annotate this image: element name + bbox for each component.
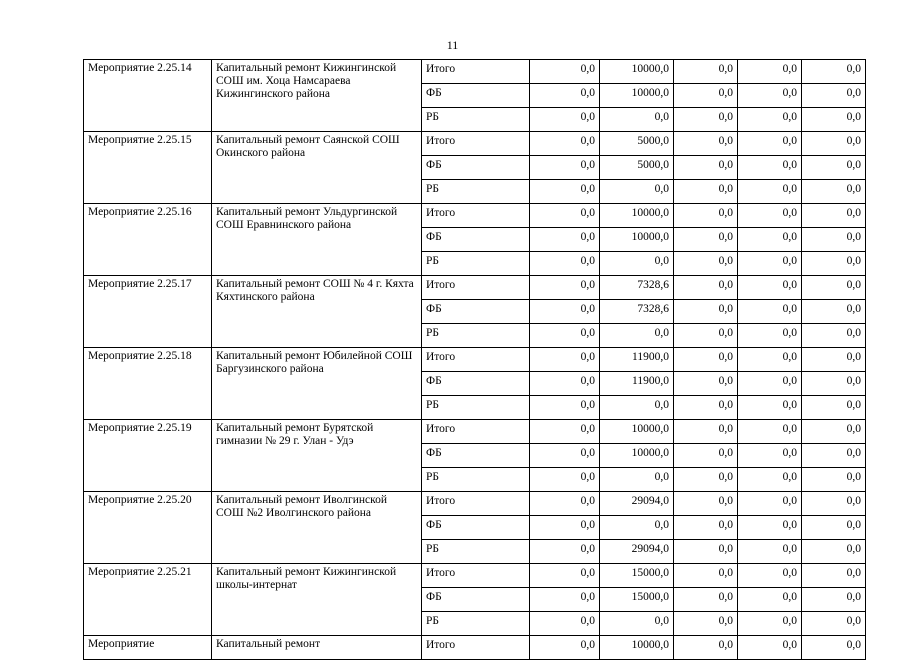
- amount-cell: 0,0: [530, 612, 600, 636]
- amount-cell: 0,0: [738, 492, 802, 516]
- table-row: [84, 564, 866, 588]
- amount-cell: 0,0: [802, 612, 866, 636]
- table-row: [84, 204, 866, 228]
- amount-cell: 0,0: [674, 396, 738, 420]
- amount-cell: 0,0: [738, 372, 802, 396]
- description-cell: Капитальный ремонт СОШ № 4 г. Кяхта Кяхтинского района: [212, 276, 422, 348]
- amount-cell: 0,0: [600, 108, 674, 132]
- amount-cell: 0,0: [802, 516, 866, 540]
- page-number: 11: [446, 38, 459, 52]
- amount-cell: 0,0: [530, 636, 600, 660]
- amount-cell: 0,0: [802, 492, 866, 516]
- amount-cell: 0,0: [674, 132, 738, 156]
- amount-cell: 0,0: [802, 348, 866, 372]
- amount-cell: 10000,0: [600, 60, 674, 84]
- amount-cell: 0,0: [738, 276, 802, 300]
- amount-cell: 0,0: [674, 108, 738, 132]
- amount-cell: 10000,0: [600, 84, 674, 108]
- amount-cell: 7328,6: [600, 276, 674, 300]
- funding-source-cell: ФБ: [422, 372, 530, 396]
- amount-cell: 15000,0: [600, 588, 674, 612]
- amount-cell: 0,0: [802, 540, 866, 564]
- measure-cell: Мероприятие 2.25.20: [84, 492, 212, 564]
- description-cell: Капитальный ремонт Иволгинской СОШ №2 Иволгинского района: [212, 492, 422, 564]
- amount-cell: 0,0: [738, 180, 802, 204]
- amount-cell: 0,0: [530, 348, 600, 372]
- amount-cell: 0,0: [738, 348, 802, 372]
- funding-source-cell: ФБ: [422, 84, 530, 108]
- description-cell: Капитальный ремонт Кижингинской школы-интернат: [212, 564, 422, 636]
- amount-cell: 0,0: [530, 420, 600, 444]
- amount-cell: 0,0: [530, 516, 600, 540]
- description-cell: Капитальный ремонт Саянской СОШ Окинского района: [212, 132, 422, 204]
- funding-source-cell: Итого: [422, 276, 530, 300]
- description-cell: Капитальный ремонт Кижингинской СОШ им. Хоца Намсараева Кижингинского района: [212, 60, 422, 132]
- funding-source-cell: ФБ: [422, 444, 530, 468]
- amount-cell: 0,0: [674, 612, 738, 636]
- amount-cell: 0,0: [738, 132, 802, 156]
- amount-cell: 0,0: [674, 252, 738, 276]
- funding-source-cell: ФБ: [422, 588, 530, 612]
- amount-cell: 0,0: [674, 564, 738, 588]
- measure-cell: Мероприятие 2.25.16: [84, 204, 212, 276]
- description-cell: Капитальный ремонт Ульдургинской СОШ Еравнинского района: [212, 204, 422, 276]
- amount-cell: 5000,0: [600, 132, 674, 156]
- amount-cell: 10000,0: [600, 228, 674, 252]
- amount-cell: 0,0: [600, 396, 674, 420]
- funding-source-cell: ФБ: [422, 300, 530, 324]
- funding-source-cell: РБ: [422, 540, 530, 564]
- amount-cell: 0,0: [738, 60, 802, 84]
- amount-cell: 0,0: [530, 84, 600, 108]
- amount-cell: 0,0: [674, 588, 738, 612]
- amount-cell: 0,0: [802, 396, 866, 420]
- budget-table: [83, 59, 866, 660]
- table-row: [84, 420, 866, 444]
- amount-cell: 0,0: [738, 84, 802, 108]
- amount-cell: 7328,6: [600, 300, 674, 324]
- amount-cell: 10000,0: [600, 204, 674, 228]
- amount-cell: 0,0: [738, 300, 802, 324]
- funding-source-cell: РБ: [422, 108, 530, 132]
- amount-cell: 0,0: [738, 156, 802, 180]
- amount-cell: 0,0: [674, 84, 738, 108]
- amount-cell: 0,0: [674, 468, 738, 492]
- funding-source-cell: РБ: [422, 468, 530, 492]
- table-row: [84, 276, 866, 300]
- amount-cell: 0,0: [802, 300, 866, 324]
- amount-cell: 15000,0: [600, 564, 674, 588]
- amount-cell: 0,0: [738, 636, 802, 660]
- amount-cell: 29094,0: [600, 540, 674, 564]
- measure-cell: Мероприятие 2.25.15: [84, 132, 212, 204]
- measure-cell: Мероприятие 2.25.19: [84, 420, 212, 492]
- amount-cell: 0,0: [802, 180, 866, 204]
- amount-cell: 0,0: [802, 84, 866, 108]
- funding-source-cell: Итого: [422, 60, 530, 84]
- amount-cell: 0,0: [600, 180, 674, 204]
- funding-source-cell: Итого: [422, 132, 530, 156]
- funding-source-cell: РБ: [422, 252, 530, 276]
- amount-cell: 0,0: [802, 108, 866, 132]
- amount-cell: 0,0: [674, 324, 738, 348]
- amount-cell: 0,0: [802, 60, 866, 84]
- amount-cell: 0,0: [802, 636, 866, 660]
- description-cell: Капитальный ремонт Бурятской гимназии № 29 г. Улан - Удэ: [212, 420, 422, 492]
- amount-cell: 0,0: [802, 372, 866, 396]
- amount-cell: 0,0: [530, 396, 600, 420]
- amount-cell: 0,0: [674, 444, 738, 468]
- funding-source-cell: РБ: [422, 612, 530, 636]
- amount-cell: 0,0: [738, 444, 802, 468]
- amount-cell: 0,0: [802, 444, 866, 468]
- amount-cell: 0,0: [738, 564, 802, 588]
- amount-cell: 0,0: [802, 588, 866, 612]
- funding-source-cell: Итого: [422, 636, 530, 660]
- funding-source-cell: Итого: [422, 204, 530, 228]
- funding-source-cell: ФБ: [422, 228, 530, 252]
- amount-cell: 0,0: [530, 564, 600, 588]
- amount-cell: 0,0: [674, 540, 738, 564]
- measure-cell: Мероприятие 2.25.21: [84, 564, 212, 636]
- funding-source-cell: РБ: [422, 180, 530, 204]
- amount-cell: 0,0: [530, 468, 600, 492]
- measure-cell: Мероприятие 2.25.17: [84, 276, 212, 348]
- amount-cell: 0,0: [802, 324, 866, 348]
- funding-source-cell: ФБ: [422, 156, 530, 180]
- amount-cell: 0,0: [530, 252, 600, 276]
- amount-cell: 0,0: [674, 60, 738, 84]
- amount-cell: 10000,0: [600, 636, 674, 660]
- amount-cell: 0,0: [674, 204, 738, 228]
- description-cell: Капитальный ремонт: [212, 636, 422, 660]
- amount-cell: 0,0: [530, 372, 600, 396]
- amount-cell: 0,0: [802, 204, 866, 228]
- table-row: [84, 132, 866, 156]
- measure-cell: Мероприятие: [84, 636, 212, 660]
- amount-cell: 0,0: [674, 156, 738, 180]
- amount-cell: 0,0: [674, 180, 738, 204]
- table-body: [84, 60, 866, 660]
- amount-cell: 0,0: [530, 108, 600, 132]
- amount-cell: 0,0: [530, 300, 600, 324]
- amount-cell: 0,0: [738, 396, 802, 420]
- amount-cell: 0,0: [802, 252, 866, 276]
- amount-cell: 10000,0: [600, 420, 674, 444]
- amount-cell: 0,0: [802, 156, 866, 180]
- amount-cell: 0,0: [674, 420, 738, 444]
- amount-cell: 0,0: [674, 300, 738, 324]
- funding-source-cell: ФБ: [422, 516, 530, 540]
- amount-cell: 0,0: [530, 156, 600, 180]
- amount-cell: 0,0: [530, 324, 600, 348]
- table-row: [84, 636, 866, 660]
- amount-cell: 0,0: [738, 204, 802, 228]
- amount-cell: 11900,0: [600, 372, 674, 396]
- amount-cell: 0,0: [738, 588, 802, 612]
- table-row: [84, 60, 866, 84]
- amount-cell: 0,0: [738, 108, 802, 132]
- amount-cell: 0,0: [674, 276, 738, 300]
- amount-cell: 0,0: [738, 324, 802, 348]
- amount-cell: 0,0: [530, 588, 600, 612]
- amount-cell: 0,0: [600, 252, 674, 276]
- amount-cell: 0,0: [674, 348, 738, 372]
- amount-cell: 0,0: [738, 468, 802, 492]
- funding-source-cell: Итого: [422, 420, 530, 444]
- funding-source-cell: Итого: [422, 564, 530, 588]
- amount-cell: 0,0: [674, 228, 738, 252]
- amount-cell: 5000,0: [600, 156, 674, 180]
- amount-cell: 0,0: [674, 636, 738, 660]
- amount-cell: 0,0: [530, 492, 600, 516]
- funding-source-cell: Итого: [422, 348, 530, 372]
- amount-cell: 0,0: [530, 276, 600, 300]
- amount-cell: 0,0: [738, 516, 802, 540]
- table-row: [84, 348, 866, 372]
- amount-cell: 0,0: [802, 468, 866, 492]
- amount-cell: 0,0: [674, 372, 738, 396]
- amount-cell: 0,0: [600, 516, 674, 540]
- amount-cell: 0,0: [530, 180, 600, 204]
- amount-cell: 0,0: [802, 564, 866, 588]
- amount-cell: 0,0: [738, 540, 802, 564]
- amount-cell: 0,0: [530, 540, 600, 564]
- amount-cell: 0,0: [738, 228, 802, 252]
- amount-cell: 0,0: [802, 420, 866, 444]
- table-row: [84, 492, 866, 516]
- amount-cell: 0,0: [600, 324, 674, 348]
- amount-cell: 10000,0: [600, 444, 674, 468]
- amount-cell: 0,0: [600, 468, 674, 492]
- amount-cell: 0,0: [530, 60, 600, 84]
- amount-cell: 0,0: [530, 132, 600, 156]
- amount-cell: 11900,0: [600, 348, 674, 372]
- amount-cell: 0,0: [530, 204, 600, 228]
- funding-source-cell: РБ: [422, 396, 530, 420]
- amount-cell: 0,0: [738, 612, 802, 636]
- funding-source-cell: Итого: [422, 492, 530, 516]
- amount-cell: 0,0: [738, 252, 802, 276]
- amount-cell: 0,0: [600, 612, 674, 636]
- amount-cell: 0,0: [674, 516, 738, 540]
- description-cell: Капитальный ремонт Юбилейной СОШ Баргузинского района: [212, 348, 422, 420]
- amount-cell: 0,0: [530, 444, 600, 468]
- amount-cell: 0,0: [802, 276, 866, 300]
- amount-cell: 29094,0: [600, 492, 674, 516]
- amount-cell: 0,0: [530, 228, 600, 252]
- amount-cell: 0,0: [738, 420, 802, 444]
- measure-cell: Мероприятие 2.25.14: [84, 60, 212, 132]
- amount-cell: 0,0: [802, 228, 866, 252]
- funding-source-cell: РБ: [422, 324, 530, 348]
- amount-cell: 0,0: [674, 492, 738, 516]
- measure-cell: Мероприятие 2.25.18: [84, 348, 212, 420]
- amount-cell: 0,0: [802, 132, 866, 156]
